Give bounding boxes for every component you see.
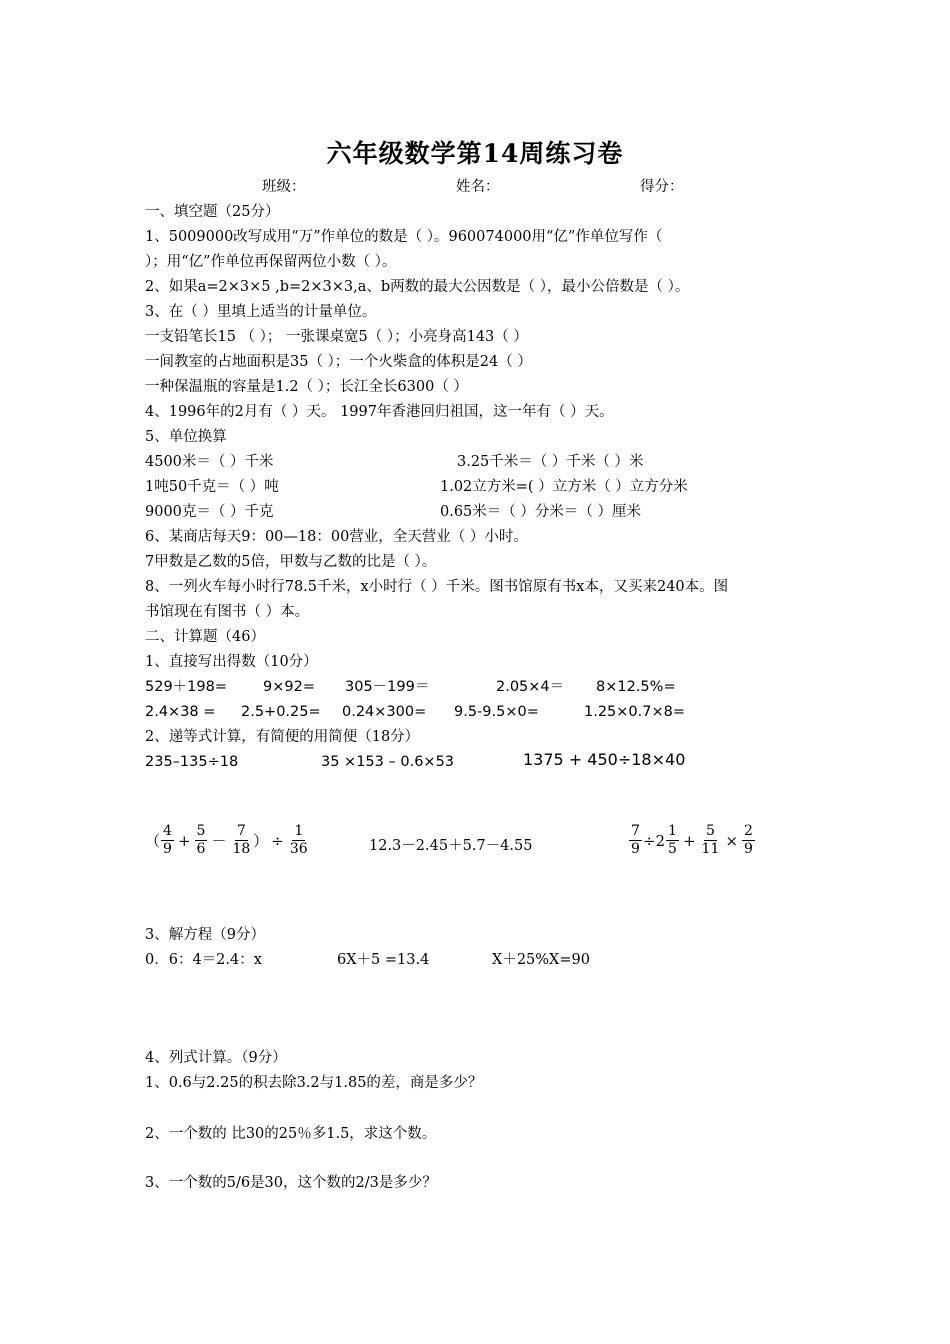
right-paren: ）	[253, 832, 269, 850]
step-calc: 12.3－2.45＋5.7－4.55	[369, 838, 533, 854]
equation: 6X＋5 =13.4	[337, 952, 430, 968]
class-label: 班级：	[262, 179, 306, 195]
conversion-right: 3.25千米＝（ ）千米（ ）米	[457, 454, 644, 470]
fraction	[666, 823, 679, 858]
question-line: 一支铅笔长15 （ ）； 一张课桌宽5（ ）；小亮身高143（ ）	[145, 329, 528, 345]
operator: ×	[725, 831, 738, 850]
quick-calc: 0.24×300=	[342, 704, 427, 720]
fraction	[629, 823, 642, 858]
question-line: 1、5009000改写成用“万”作单位的数是（ ）。960074000用“亿”作单位写作（	[145, 229, 663, 245]
fraction	[161, 823, 174, 858]
question-line: 6、某商店每天9：00—18：00营业，全天营业（ ）小时。	[145, 529, 528, 545]
section1-heading: 一、填空题（25分）	[145, 204, 280, 220]
numerator: 4	[163, 823, 172, 839]
quick-calc: 2.05×4＝	[496, 679, 565, 695]
question-line: 书馆现在有图书（ ）本。	[145, 604, 310, 620]
denominator: 9	[743, 841, 753, 857]
numerator: 7	[236, 823, 246, 839]
fraction	[288, 823, 310, 858]
numerator: 1	[668, 823, 677, 839]
equation: X＋25%X=90	[492, 952, 590, 968]
denominator: 36	[289, 841, 308, 857]
conversion-left: 9000克＝（ ）千克	[145, 504, 274, 520]
score-label: 得分：	[640, 179, 684, 195]
fraction-expression	[628, 823, 756, 858]
fraction	[700, 823, 722, 858]
fraction-expression	[145, 823, 311, 858]
step-calc: 35 ×153 – 0.6×53	[321, 754, 455, 770]
conversion-left: 1吨50千克＝（ ）吨	[145, 479, 279, 495]
step-calc: 235–135÷18	[145, 754, 239, 770]
numerator: 2	[743, 823, 753, 839]
operator: +	[177, 831, 191, 850]
quick-calc: 529＋198=	[145, 679, 228, 695]
question-line: 7甲数是乙数的5倍，甲数与乙数的比是（ ）。	[145, 554, 437, 570]
operator: +	[682, 831, 696, 850]
quick-calc: 9×92=	[263, 679, 315, 695]
fraction	[230, 823, 252, 858]
denominator: 6	[196, 841, 206, 857]
section2-heading: 二、计算题（46）	[145, 629, 265, 645]
page-title: 六年级数学第14周练习卷	[326, 139, 624, 168]
denominator: 9	[631, 841, 640, 857]
quick-calc: 8×12.5%=	[596, 679, 676, 695]
quick-calc: 2.4×38 =	[145, 704, 216, 720]
equation: 0．6：4＝2.4：x	[145, 952, 262, 968]
subsection-heading: 3、解方程（9分）	[145, 927, 265, 943]
quick-calc: 1.25×0.7×8=	[584, 704, 686, 720]
conversion-right: 0.65米＝（ ）分米＝（ ）厘米	[440, 504, 642, 520]
conversion-left: 4500米＝（ ）千米	[145, 454, 274, 470]
left-paren: （	[145, 832, 161, 850]
quick-calc: 2.5+0.25=	[241, 704, 321, 720]
numerator: 5	[706, 823, 715, 839]
question-line: 一间教室的占地面积是35（ ）；一个火柴盒的体积是24（ ）	[145, 354, 532, 370]
question-line: 3、在（ ）里填上适当的计量单位。	[145, 304, 377, 320]
operator: －	[211, 832, 227, 850]
numerator: 5	[196, 823, 206, 839]
subsection-heading: 1、直接写出得数（10分）	[145, 654, 318, 670]
fraction	[742, 823, 755, 858]
question-line: 2、如果a=2×3×5 ,b=2×3×3,a、b两数的最大公因数是（ ），最小公倍数是（ ）。	[145, 279, 690, 295]
denominator: 18	[232, 841, 251, 857]
operator: ÷	[271, 831, 284, 850]
numerator: 7	[631, 823, 640, 839]
subsection-heading: 4、列式计算。（9分）	[145, 1050, 287, 1066]
fraction	[195, 823, 208, 858]
quick-calc: 305－199＝	[345, 679, 430, 695]
numerator: 1	[294, 823, 304, 839]
question-line: 8、一列火车每小时行78.5千米，x小时行（ ）千米。图书馆原有书x本，又买来240本。图	[145, 579, 729, 595]
quick-calc: 9.5-9.5×0=	[454, 704, 539, 720]
question-line: 一种保温瓶的容量是1.2（ ）；长江全长6300（ ）	[145, 379, 468, 395]
operator: ÷2	[642, 831, 666, 850]
step-calc: 1375 + 450÷18×40	[523, 750, 686, 769]
name-label: 姓名：	[456, 179, 500, 195]
subsection-heading: 2、递等式计算，有简便的用简便（18分）	[145, 729, 420, 745]
denominator: 9	[163, 841, 172, 857]
question-line: 4、1996年的2月有（ ）天。 1997年香港回归祖国，这一年有（ ）天。	[145, 404, 614, 420]
denominator: 11	[701, 841, 720, 857]
denominator: 5	[668, 841, 677, 857]
question-line: ）；用“亿”作单位再保留两位小数（ ）。	[145, 254, 397, 270]
word-problem: 1、0.6与2.25的积去除3.2与1.85的差，商是多少？	[145, 1075, 483, 1091]
word-problem: 3、一个数的5/6是30，这个数的2/3是多少？	[145, 1175, 437, 1191]
question-line: 5、单位换算	[145, 429, 227, 445]
conversion-right: 1.02立方米=( ）立方米（ ）立方分米	[440, 479, 688, 495]
word-problem: 2、一个数的 比30的25％多1.5，求这个数。	[145, 1126, 437, 1142]
